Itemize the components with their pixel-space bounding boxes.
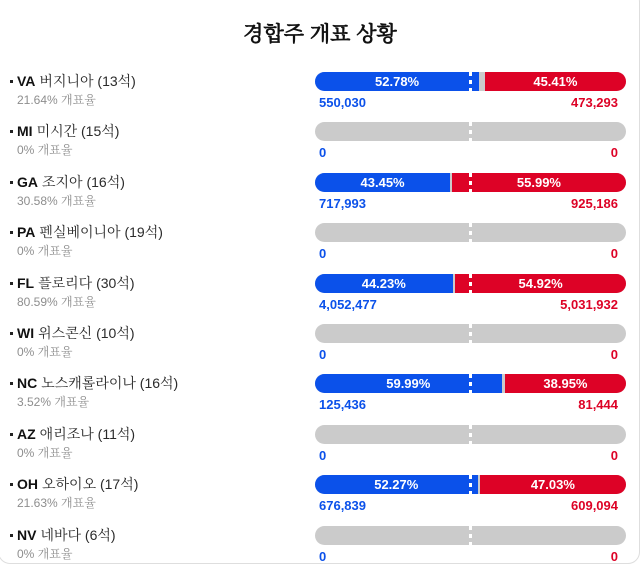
state-row [0, 475, 640, 525]
vote-share-bar [315, 173, 626, 192]
state-row [0, 324, 640, 374]
bullet-icon [10, 433, 13, 436]
state-title-line [10, 476, 315, 493]
reporting-rate: 0% 개표율 [17, 143, 73, 158]
fifty-percent-line [469, 374, 472, 393]
vote-count-line [315, 145, 626, 160]
vote-count-line [315, 498, 626, 513]
dem-bar-segment [315, 374, 502, 393]
rep-bar-segment [485, 72, 626, 91]
state-bar-chart [315, 324, 626, 362]
fifty-percent-line [469, 526, 472, 545]
state-code: FL [17, 274, 35, 291]
rep-votes: 0 [610, 246, 618, 262]
reporting-rate: 0% 개표율 [17, 344, 73, 359]
reporting-rate: 21.64% 개표율 [17, 93, 96, 107]
state-title-line [10, 174, 315, 191]
rep-pct-label: 55.99% [516, 174, 561, 190]
state-title-line [10, 73, 315, 90]
state-info [10, 475, 315, 511]
bullet-icon [10, 332, 13, 335]
rep-votes: 81,444 [578, 397, 618, 413]
state-title-line [10, 426, 315, 443]
vote-share-bar [315, 122, 626, 141]
state-code: AZ [17, 425, 36, 442]
state-code: WI [17, 324, 35, 341]
state-bar-chart [315, 374, 626, 412]
state-bar-chart [315, 173, 626, 211]
state-info [10, 324, 315, 360]
dem-votes: 0 [319, 246, 327, 262]
state-title-line [10, 325, 315, 342]
state-row [0, 425, 640, 475]
vote-share-bar [315, 274, 626, 293]
dem-votes: 125,436 [319, 397, 366, 413]
fifty-percent-line [469, 324, 472, 343]
bullet-icon [10, 181, 13, 184]
state-bar-chart [315, 475, 626, 513]
dem-pct-label: 43.45% [360, 174, 405, 190]
state-bar-chart [315, 223, 626, 261]
bullet-icon [10, 231, 13, 234]
fifty-percent-line [469, 475, 472, 494]
state-code: NV [17, 526, 37, 543]
state-title-line [10, 123, 315, 140]
dem-pct-label: 44.23% [361, 275, 406, 291]
bullet-icon [10, 382, 13, 385]
state-name: 펜실베이니아 (19석) [39, 224, 163, 241]
state-bar-chart [315, 425, 626, 463]
bullet-icon [10, 282, 13, 285]
vote-count-line [315, 297, 626, 312]
rep-votes: 473,293 [571, 95, 618, 110]
state-code: GA [17, 173, 38, 190]
rep-pct-label: 45.41% [533, 74, 578, 89]
panel-title: 경합주 개표 상황 [243, 23, 397, 46]
vote-share-bar [315, 324, 626, 343]
state-name: 미시간 (15석) [36, 123, 120, 140]
vote-share-bar [315, 475, 626, 494]
rep-votes: 0 [610, 548, 618, 564]
dem-votes: 0 [319, 346, 327, 362]
fifty-percent-line [469, 72, 472, 91]
rep-votes: 0 [610, 447, 618, 463]
rep-votes: 0 [610, 145, 618, 161]
swing-state-list [0, 72, 640, 572]
rep-votes: 5,031,932 [560, 296, 618, 312]
fifty-percent-line [469, 274, 472, 293]
state-bar-chart [315, 526, 626, 564]
fifty-percent-line [469, 425, 472, 444]
dem-votes: 0 [319, 548, 327, 564]
state-name: 플로리다 (30석) [38, 274, 135, 291]
state-bar-chart [315, 72, 626, 110]
rep-votes: 609,094 [571, 498, 618, 514]
vote-count-line [315, 397, 626, 412]
state-name: 애리조나 (11석) [39, 425, 136, 442]
state-name: 조지아 (16석) [42, 173, 125, 190]
state-info [10, 374, 315, 410]
rep-bar-segment [480, 475, 626, 494]
dem-votes: 0 [319, 447, 327, 463]
dem-pct-label: 52.78% [375, 74, 420, 89]
vote-count-line [315, 196, 626, 211]
reporting-rate: 0% 개표율 [17, 546, 73, 561]
bullet-icon [10, 483, 13, 486]
state-info [10, 173, 315, 209]
vote-count-line [315, 347, 626, 362]
state-name: 오하이오 (17석) [42, 476, 139, 493]
state-row [0, 223, 640, 273]
state-title-line [10, 527, 315, 544]
state-bar-chart [315, 274, 626, 312]
rep-votes: 925,186 [571, 195, 618, 211]
state-info [10, 122, 315, 158]
rep-bar-segment [505, 374, 626, 393]
dem-pct-label: 59.99% [386, 376, 431, 392]
state-row [0, 374, 640, 424]
rep-pct-label: 54.92% [518, 275, 563, 291]
vote-count-line [315, 95, 626, 110]
dem-votes: 4,052,477 [319, 296, 377, 312]
state-code: PA [17, 224, 36, 241]
dem-bar-segment [315, 72, 479, 91]
vote-share-bar [315, 72, 626, 91]
state-row [0, 526, 640, 572]
state-name: 노스캐롤라이나 (16석) [41, 375, 179, 392]
reporting-rate: 0% 개표율 [17, 244, 73, 259]
state-name: 네바다 (6석) [40, 526, 116, 543]
dem-votes: 717,993 [319, 195, 366, 211]
state-name: 버지니아 (13석) [39, 73, 136, 89]
dem-pct-label: 52.27% [374, 477, 419, 493]
rep-bar-segment [455, 274, 626, 293]
reporting-rate: 21.63% 개표율 [17, 496, 96, 511]
state-info [10, 223, 315, 259]
vote-share-bar [315, 425, 626, 444]
reporting-rate: 80.59% 개표율 [17, 294, 96, 309]
state-name: 위스콘신 (10석) [38, 324, 135, 341]
state-code: VA [17, 73, 36, 89]
state-info [10, 526, 315, 562]
state-title-line [10, 375, 315, 392]
state-title-line [10, 224, 315, 241]
vote-share-bar [315, 223, 626, 242]
rep-votes: 0 [610, 346, 618, 362]
vote-count-line [315, 549, 626, 564]
vote-count-line [315, 448, 626, 463]
dem-bar-segment [315, 173, 450, 192]
reporting-rate: 30.58% 개표율 [17, 193, 96, 208]
rep-bar-segment [452, 173, 626, 192]
rep-pct-label: 47.03% [530, 477, 575, 493]
state-title-line [10, 275, 315, 292]
vote-share-bar [315, 526, 626, 545]
dem-bar-segment [315, 274, 453, 293]
state-row [0, 72, 640, 122]
fifty-percent-line [469, 173, 472, 192]
bullet-icon [10, 130, 13, 133]
fifty-percent-line [469, 223, 472, 242]
bullet-icon [10, 534, 13, 537]
state-info [10, 274, 315, 310]
state-row [0, 274, 640, 324]
dem-bar-segment [315, 475, 478, 494]
state-code: NC [17, 375, 38, 392]
reporting-rate: 3.52% 개표율 [17, 395, 90, 410]
state-code: MI [17, 123, 33, 140]
state-row [0, 173, 640, 223]
bullet-icon [10, 80, 13, 83]
vote-count-line [315, 246, 626, 261]
state-row [0, 122, 640, 172]
state-info [10, 72, 315, 108]
dem-votes: 0 [319, 145, 327, 161]
dem-votes: 550,030 [319, 95, 366, 110]
fifty-percent-line [469, 122, 472, 141]
rep-pct-label: 38.95% [543, 376, 588, 392]
state-bar-chart [315, 122, 626, 160]
dem-votes: 676,839 [319, 498, 366, 514]
vote-share-bar [315, 374, 626, 393]
reporting-rate: 0% 개표율 [17, 445, 73, 460]
state-code: OH [17, 476, 38, 493]
state-info [10, 425, 315, 461]
